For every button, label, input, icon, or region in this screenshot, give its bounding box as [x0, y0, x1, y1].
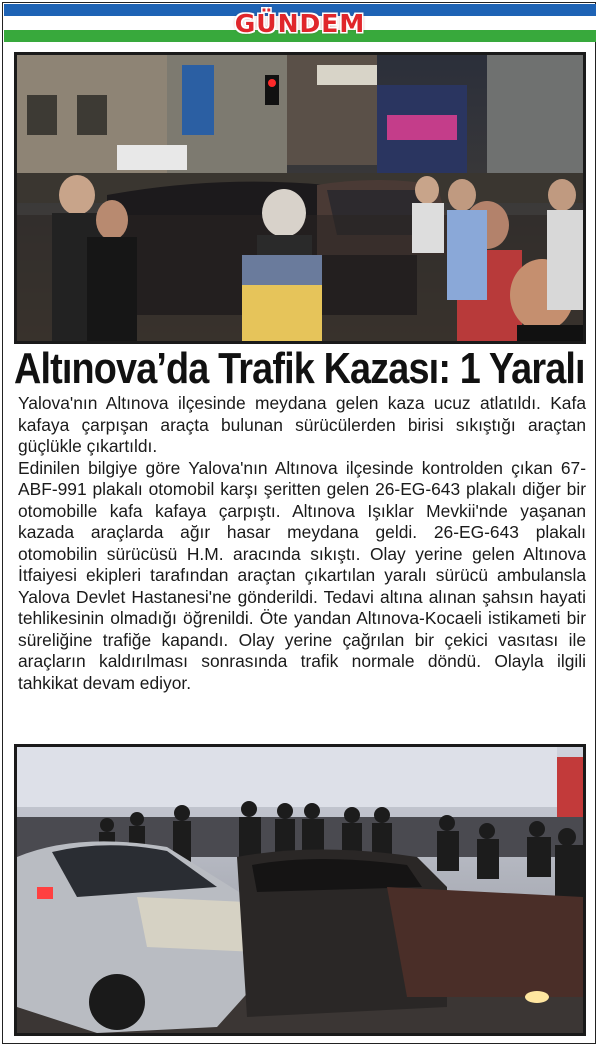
- accident-scene-photo-bottom: [14, 744, 586, 1036]
- accident-scene-photo-top: [14, 52, 586, 344]
- crowd-at-crash-illustration: [17, 55, 583, 341]
- section-banner: [4, 4, 596, 42]
- article-body: [18, 393, 586, 694]
- damaged-cars-illustration: [17, 747, 583, 1033]
- article-lead: Yalova'nın Altınova ilçesinde meydana gelen kaza ucuz atlatıldı. Kafa kafaya çarpışan araçta bulunan sürücülerden birisi sıkıştığı araçtan güçlükle çıkartıldı.: [18, 393, 586, 456]
- section-title: GÜNDEM: [234, 9, 366, 38]
- headline: Altınova’da Trafik Kazası: 1 Yaralı: [14, 344, 585, 393]
- article-paragraph: Edinilen bilgiye göre Yalova'nın Altınova ilçesinde kontrolden çıkan 67-ABF-991 plakalı otomobil karşı şeritten gelen 26-EG-643 plakalı diğer bir otomobille kafa kafaya çarpıştı. Altınova Işıklar Mevkii'nde yaşanan kazada araçlarda ağır hasar meydana geldi. 26-EG-643 plakalı otomobilin sürücüsü H.M. aracında sıkıştı. Olay yerine gelen Altınova İtfaiyesi ekipleri tarafından araçtan çıkartılan yaralı sürücü ambulansla Yalova Devlet Hastanesi'ne gönderildi. Tedavi altına alınan şahsın hayati tehlikesinin olmadığı öğrenildi. Öte yandan Altınova-Kocaeli istikameti bir süreliğine trafiğe kapandı. Olay yerine çağrılan bir çekici vasıtası ile araçların kaldırılması sonrasında trafik normale döndü. Olayla ilgili tahkikat devam ediyor.: [18, 457, 586, 693]
